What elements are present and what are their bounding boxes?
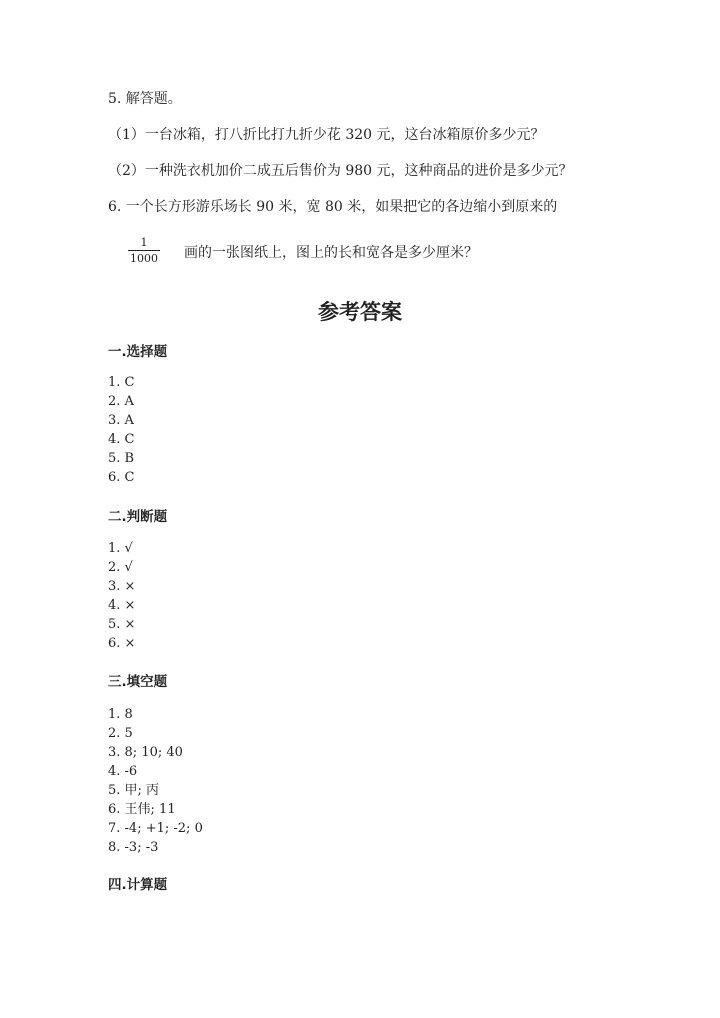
fraction-bar bbox=[128, 250, 160, 251]
fraction-numerator: 1 bbox=[140, 236, 148, 249]
q6-line2: 画的一张图纸上，图上的长和宽各是多少厘米？ bbox=[184, 245, 478, 261]
answer-item: 5. 甲; 丙 bbox=[108, 783, 160, 798]
answer-key-title: 参考答案 bbox=[318, 299, 402, 324]
answer-item: 2. 5 bbox=[108, 726, 133, 741]
answer-item: 3. A bbox=[108, 413, 134, 428]
answer-item: 3. × bbox=[108, 579, 136, 594]
fill-answers bbox=[108, 705, 203, 857]
fraction-denominator: 1000 bbox=[130, 252, 158, 265]
answer-item: 2. √ bbox=[108, 560, 133, 575]
answer-item: 1. 8 bbox=[108, 707, 133, 722]
answer-item: 4. C bbox=[108, 432, 135, 447]
answer-item: 5. B bbox=[108, 451, 135, 466]
answer-item: 4. × bbox=[108, 598, 136, 613]
answer-item: 5. × bbox=[108, 617, 136, 632]
answer-item: 8. -3; -3 bbox=[108, 840, 159, 855]
answer-item: 2. A bbox=[108, 394, 134, 409]
answer-item: 6. C bbox=[108, 470, 135, 485]
section-heading-judge: 二.判断题 bbox=[108, 509, 168, 525]
choice-answers bbox=[108, 373, 134, 487]
answer-item: 7. -4; +1; -2; 0 bbox=[108, 821, 203, 836]
q6-line1: 6. 一个长方形游乐场长 90 米，宽 80 米，如果把它的各边缩小到原来的 bbox=[108, 199, 558, 215]
answer-item: 3. 8; 10; 40 bbox=[108, 745, 183, 760]
judge-answers bbox=[108, 539, 135, 653]
answer-item: 6. 王伟; 11 bbox=[108, 802, 176, 817]
answer-item: 6. × bbox=[108, 636, 136, 651]
section-heading-fill: 三.填空题 bbox=[108, 674, 168, 690]
q5-part2: （2）一种洗衣机加价二成五后售价为 980 元，这种商品的进价是多少元？ bbox=[108, 163, 573, 179]
q5-part1: （1）一台冰箱，打八折比打九折少花 320 元，这台冰箱原价多少元？ bbox=[108, 127, 545, 143]
answer-item: 1. C bbox=[108, 375, 135, 390]
answer-item: 4. -6 bbox=[108, 764, 138, 779]
section-heading-choice: 一.选择题 bbox=[108, 344, 168, 360]
q5-heading: 5. 解答题。 bbox=[108, 91, 182, 107]
q6-fraction bbox=[128, 236, 160, 266]
answer-item: 1. √ bbox=[108, 541, 133, 556]
section-heading-calc: 四.计算题 bbox=[108, 877, 168, 893]
